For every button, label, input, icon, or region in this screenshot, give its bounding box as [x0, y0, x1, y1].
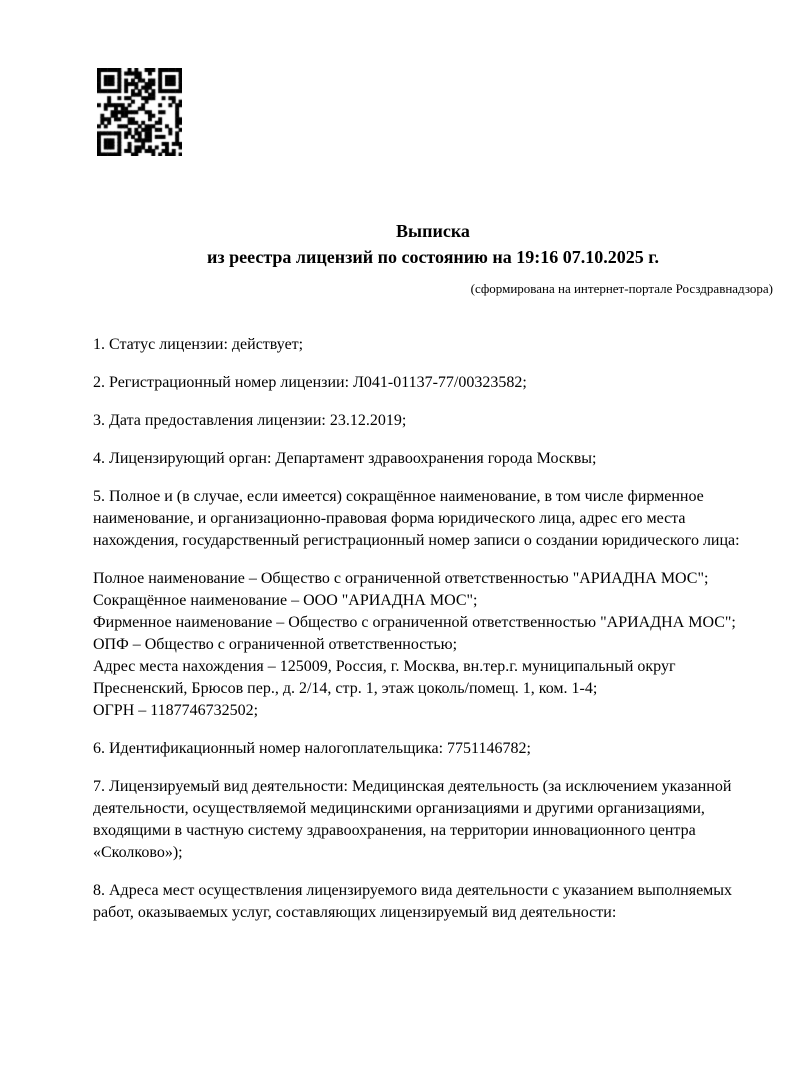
item-taxpayer-id: 6. Идентификационный номер налогоплательщика: 7751146782; — [93, 740, 531, 757]
document-content — [93, 0, 773, 940]
title-line-1: Выписка — [396, 221, 470, 241]
item-license-status: 1. Статус лицензии: действует; — [93, 336, 304, 353]
item-grant-date: 3. Дата предоставления лицензии: 23.12.2019; — [93, 412, 407, 429]
document-subtitle: (сформирована на интернет-портале Росздравнадзора) — [470, 281, 773, 296]
org-address: Адрес места нахождения – 125009, Россия, г. Москва, вн.тер.г. муниципальный округ Пресненский, Брюсов пер., д. 2/14, стр. 1, этаж цоколь/помещ. 1, ком. 1-4; — [93, 658, 676, 697]
title-line-2: из реестра лицензий по состоянию на 19:16 07.10.2025 г. — [207, 247, 659, 267]
item-activity-addresses-heading: 8. Адреса мест осуществления лицензируемого вида деятельности с указанием выполняемых работ, оказываемых услуг, составляющих лицензируемый вид деятельности: — [93, 882, 733, 921]
item-org-naming-heading: 5. Полное и (в случае, если имеется) сокращённое наименование, в том числе фирменное наименование, и организационно-правовая форма юридического лица, адрес его места нахождения, государственный регистрационный номер записи о создании юридического лица: — [93, 488, 740, 549]
org-ogrn: ОГРН – 1187746732502; — [93, 702, 259, 719]
document-title — [93, 218, 773, 270]
item-licensing-authority: 4. Лицензирующий орган: Департамент здравоохранения города Москвы; — [93, 450, 597, 467]
org-short-name: Сокращённое наименование – ООО "АРИАДНА МОС"; — [93, 592, 478, 609]
item-registration-number: 2. Регистрационный номер лицензии: Л041-01137-77/00323582; — [93, 374, 527, 391]
org-full-name: Полное наименование – Общество с ограниченной ответственностью "АРИАДНА МОС"; — [93, 570, 709, 587]
item-licensed-activity: 7. Лицензируемый вид деятельности: Медицинская деятельность (за исключением указанной деятельности, осуществляемой медицинскими организациями и другими организациями, входящими в частную систему здравоохранения, на территории инновационного центра «Сколково»); — [93, 778, 732, 861]
org-legal-form: ОПФ – Общество с ограниченной ответственностью; — [93, 636, 458, 653]
org-details-block — [93, 568, 773, 722]
org-brand-name: Фирменное наименование – Общество с ограниченной ответственностью "АРИАДНА МОС"; — [93, 614, 736, 631]
